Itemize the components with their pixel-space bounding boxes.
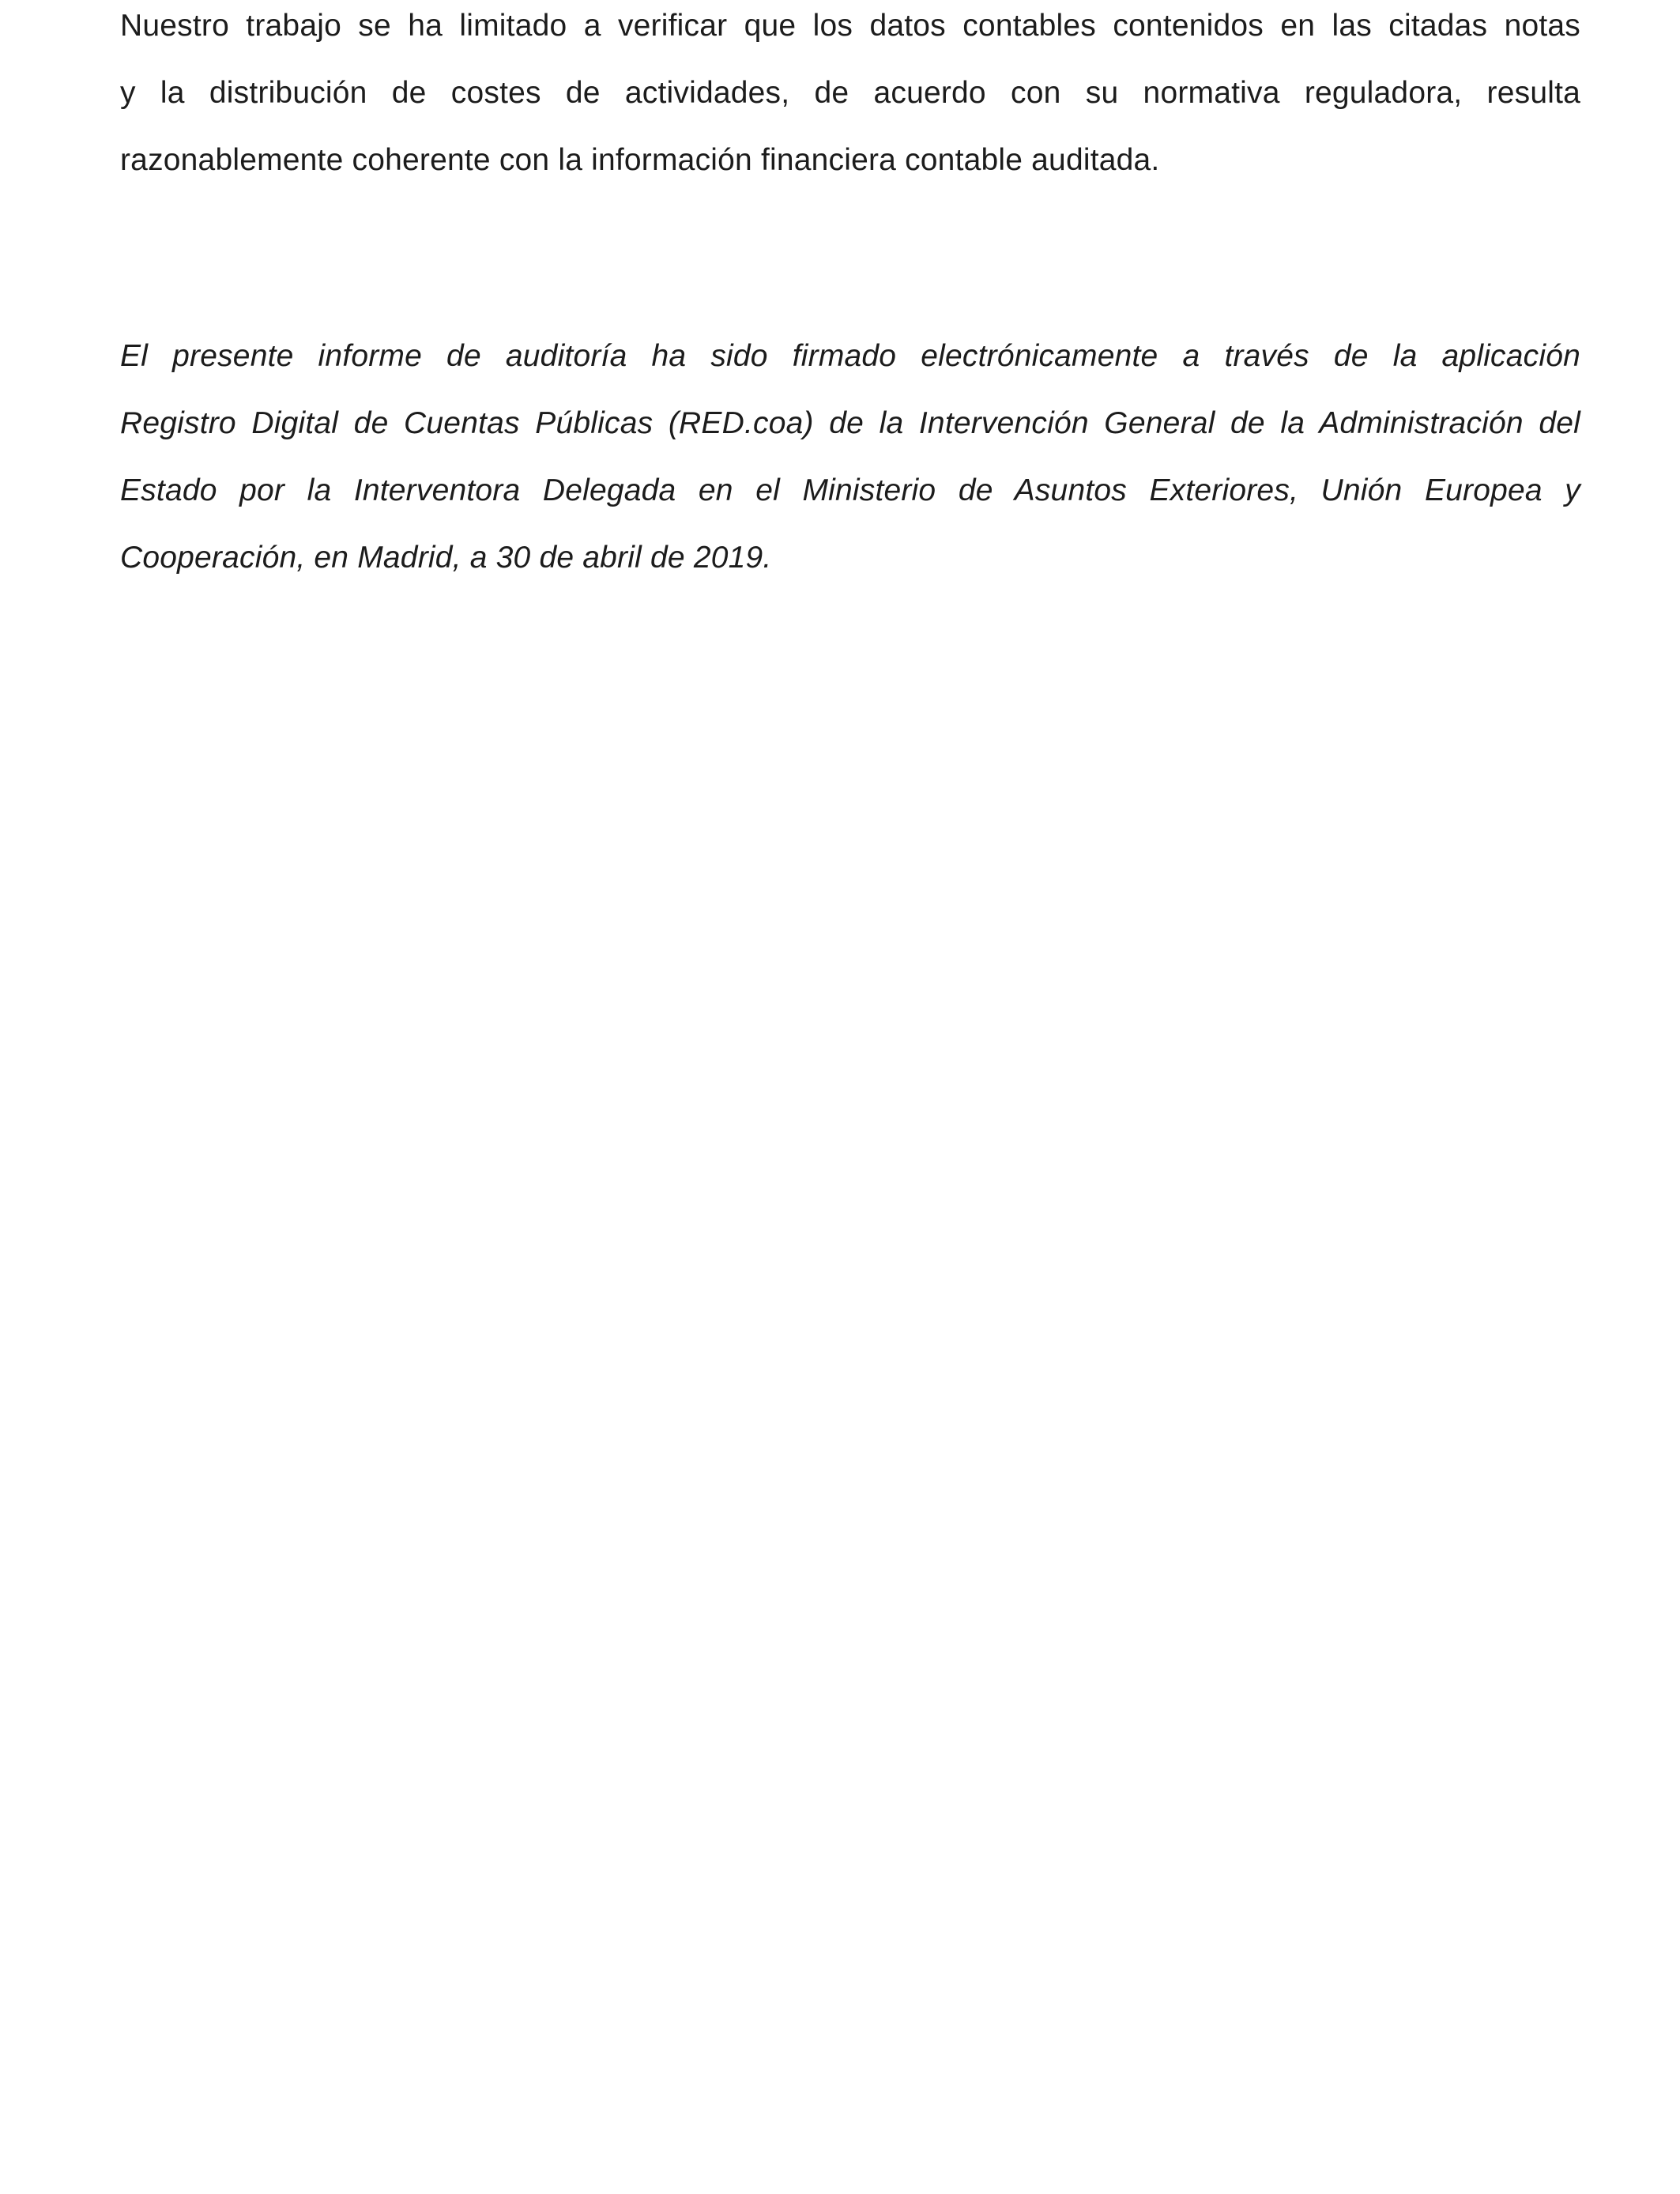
paragraph-line: y la distribución de costes de actividades, de acuerdo con su normativa reguladora, resulta [120,76,1580,110]
paragraph-line: El presente informe de auditoría ha sido firmado electrónicamente a través de la aplicación [120,339,1580,373]
paragraph-line: Cooperación, en Madrid, a 30 de abril de 2019. [120,541,772,575]
paragraph-line: Nuestro trabajo se ha limitado a verificar que los datos contables contenidos en las citadas notas [120,9,1580,43]
paragraph-line: razonablemente coherente con la información financiera contable auditada. [120,143,1160,177]
electronic-signature-paragraph [120,322,1580,591]
audit-scope-paragraph [120,0,1580,194]
paragraph-line: Estado por la Interventora Delegada en el Ministerio de Asuntos Exteriores, Unión Europea y [120,473,1580,507]
paragraph-line: Registro Digital de Cuentas Públicas (RED.coa) de la Intervención General de la Administración del [120,406,1580,440]
